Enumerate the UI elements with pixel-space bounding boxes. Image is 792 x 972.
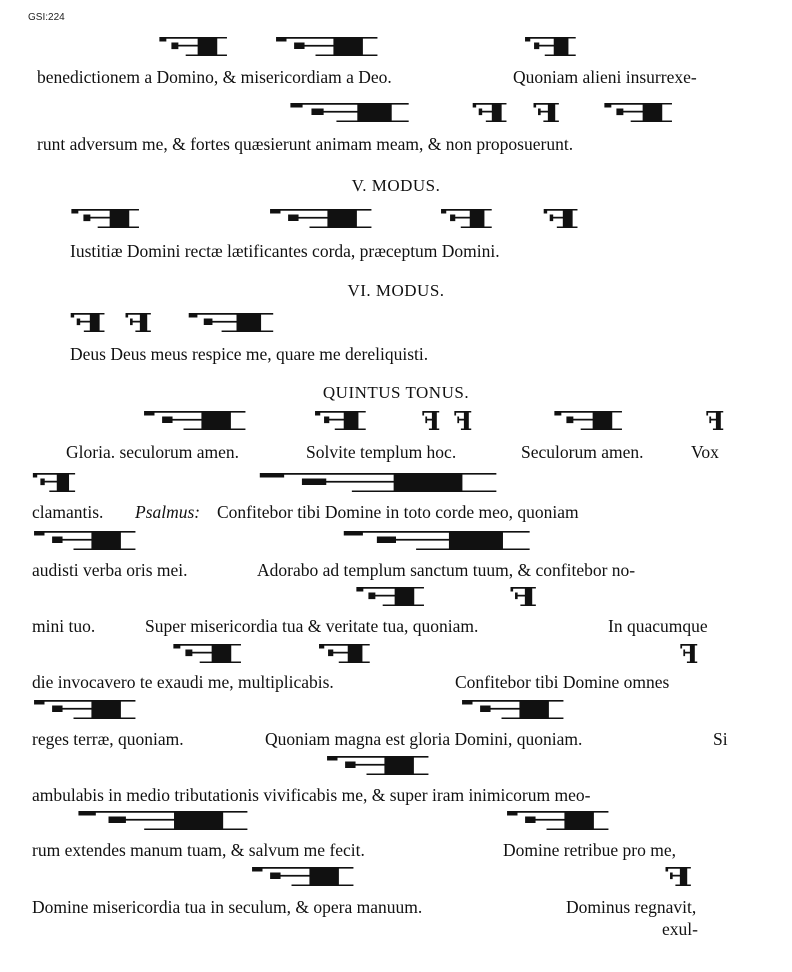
catchword: exul-	[662, 919, 698, 939]
neume-row	[0, 408, 792, 438]
heading-quintus-tonus: QUINTUS TONUS.	[322, 383, 470, 402]
page-id: GSI:224	[28, 12, 65, 23]
neume-group: ꟻ	[32, 696, 161, 726]
text-line: rum extendes manum tuam, & salvum me fecit. Domine retribue pro me,	[32, 840, 677, 860]
neume-group: ꟻ	[32, 469, 86, 499]
neume-group: ꟻ	[533, 99, 566, 129]
neume-group: ꟻ	[70, 309, 113, 339]
neume-group: ꟻ	[510, 583, 543, 613]
text-line: benedictionem a Domino, & misericordiam a Deo. Quoniam alieni insurrexe-	[37, 67, 697, 87]
neume-group: ꟻ	[274, 33, 403, 63]
neume-row	[0, 864, 792, 894]
neume-row	[0, 584, 792, 614]
text-line: Gloria. seculorum amen. Solvite templum hoc. Seculorum amen. Vox	[66, 442, 719, 462]
neume-group: ꟻ	[680, 640, 702, 670]
text-line: Deus Deus meus respice me, quare me dereliquisti.	[70, 344, 429, 364]
neume-group: ꟻ	[524, 33, 589, 63]
neume-group: ꟻ	[355, 583, 441, 613]
neume-row	[0, 808, 792, 838]
neume-group: ꟻ	[665, 863, 698, 893]
neume-group: ꟻ	[250, 863, 379, 893]
neume-group: ꟻ	[318, 640, 383, 670]
text-line: die invocavero te exaudi me, multiplicabis. Confitebor tibi Domine omnes	[32, 672, 670, 692]
neume-group: ꟻ	[472, 99, 515, 129]
text-line: reges terræ, quoniam. Quoniam magna est gloria Domini, quoniam. Si	[32, 729, 728, 749]
neume-group: ꟻ	[325, 752, 454, 782]
neume-row	[0, 206, 792, 236]
neume-group: ꟻ	[314, 407, 379, 437]
neume-group: ꟻ	[340, 527, 577, 557]
neume-group: ꟻ	[172, 640, 258, 670]
neume-group: ꟻ	[158, 33, 244, 63]
neume-group: ꟻ	[440, 205, 505, 235]
text-line: Iustitiæ Domini rectæ lætificantes corda, præceptum Domini.	[70, 241, 500, 261]
neume-group: ꟻ	[142, 407, 271, 437]
neume-group: ꟻ	[460, 696, 589, 726]
neume-row	[0, 100, 792, 130]
neume-group: ꟻ	[505, 807, 634, 837]
text-line: runt adversum me, & fortes quæsierunt animam meam, & non proposuerunt.	[37, 134, 574, 154]
neume-group: ꟻ	[543, 205, 586, 235]
neume-row	[0, 697, 792, 727]
neume-group: ꟻ	[553, 407, 639, 437]
heading-vi-modus: VI. MODUS.	[347, 281, 445, 300]
neume-group: ꟻ	[454, 407, 476, 437]
neume-row	[0, 310, 792, 340]
text-line: ambulabis in medio tributationis vivificabis me, & super iram inimicorum meo-	[32, 785, 591, 805]
neume-group: ꟻ	[422, 407, 444, 437]
neume-group: ꟻ	[187, 309, 295, 339]
neume-row	[0, 34, 792, 64]
text-line: clamantis. Psalmus: Confitebor tibi Domine in toto corde meo, quoniam	[32, 502, 579, 522]
neume-group: ꟻ	[255, 469, 556, 499]
neume-group: ꟻ	[32, 527, 161, 557]
neume-row	[0, 470, 792, 500]
text-line: audisti verba oris mei. Adorabo ad templum sanctum tuum, & confitebor no-	[32, 560, 636, 580]
neume-group: ꟻ	[70, 205, 156, 235]
neume-group: ꟻ	[706, 407, 728, 437]
neume-group: ꟻ	[75, 807, 290, 837]
neume-group: ꟻ	[125, 309, 158, 339]
neume-group: ꟻ	[268, 205, 397, 235]
neume-group: ꟻ	[603, 99, 689, 129]
text-line: Domine misericordia tua in seculum, & opera manuum. Dominus regnavit,	[32, 897, 697, 917]
neume-row	[0, 641, 792, 671]
neume-row	[0, 753, 792, 783]
heading-v-modus: V. MODUS.	[351, 176, 441, 195]
neume-group: ꟻ	[288, 99, 439, 129]
neume-row	[0, 528, 792, 558]
text-line: mini tuo. Super misericordia tua & veritate tua, quoniam. In quacumque	[32, 616, 708, 636]
